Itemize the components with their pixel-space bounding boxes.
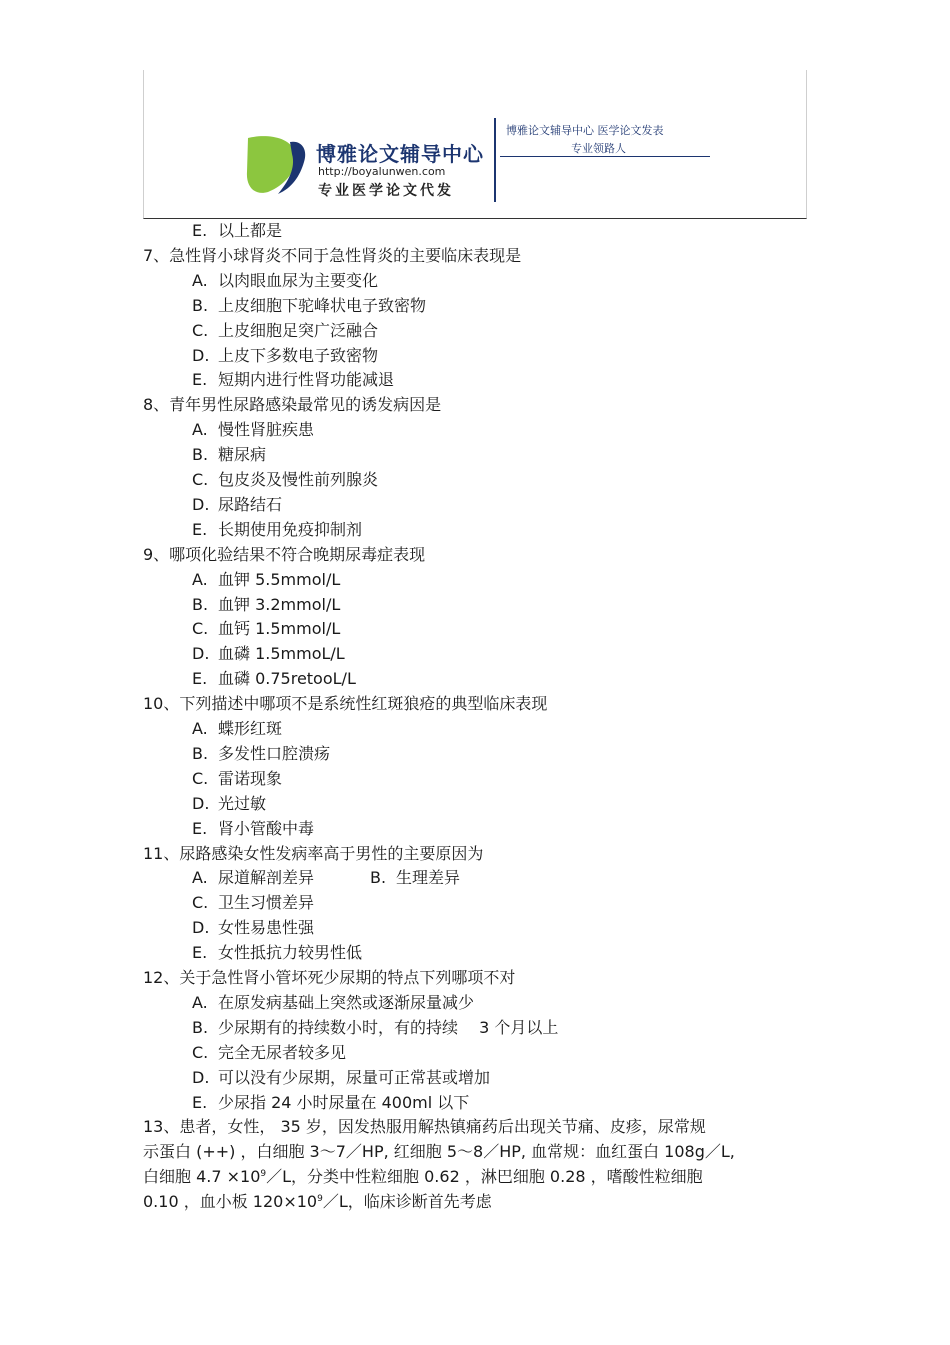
question-text: 0.10 ，血小板 120×10: [143, 1192, 318, 1212]
option-text: 上皮细胞下驼峰状电子致密物: [218, 295, 427, 315]
option-text: 慢性肾脏疾患: [218, 420, 315, 440]
option-text: 雷诺现象: [218, 768, 283, 788]
option-key: D.: [192, 345, 210, 365]
option-key: E.: [192, 669, 208, 689]
header-underline: [500, 156, 710, 157]
header-subtagline: 专业领路人: [571, 142, 626, 155]
answer-option: [192, 492, 282, 517]
option-key: B.: [192, 594, 209, 614]
question-text: 9、哪项化验结果不符合晚期尿毒症表现: [143, 544, 426, 564]
option-text: 多发性口腔溃疡: [218, 743, 331, 763]
logo-url: http://boyalunwen.com: [318, 165, 446, 178]
option-text: 可以没有少尿期，尿量可正常甚或增加: [218, 1067, 491, 1087]
option-text: 女性易患性强: [218, 918, 315, 938]
option-text: 尿路结石: [218, 494, 283, 514]
answer-option: [192, 467, 378, 492]
option-key: C.: [192, 470, 209, 489]
option-key: C.: [192, 320, 209, 340]
option-key: A.: [192, 868, 208, 888]
option-key: D.: [192, 494, 210, 514]
option-key: B.: [192, 445, 209, 465]
option-text: 在原发病基础上突然或逐渐尿量减少: [218, 992, 475, 1012]
option-key: A.: [192, 420, 208, 440]
option-key: B.: [192, 1017, 209, 1037]
option-text: 以肉眼血尿为主要变化: [218, 270, 379, 290]
option-text: 上皮细胞足突广泛融合: [218, 320, 379, 340]
question-stem: [143, 542, 425, 567]
option-text: 肾小管酸中毒: [218, 818, 315, 838]
answer-option: [192, 616, 340, 641]
option-text: 蝶形红斑: [218, 719, 283, 738]
option-key: D.: [192, 918, 210, 938]
question-text: 白细胞 4.7 ×10: [143, 1167, 261, 1187]
option-key: E.: [192, 370, 208, 390]
question-stem: [143, 965, 515, 990]
answer-option: [192, 666, 356, 691]
answer-option: [192, 218, 282, 243]
answer-option: [192, 417, 314, 442]
option-text: 血磷 0.75retooL/L: [218, 669, 356, 689]
answer-option: [192, 716, 282, 741]
superscript: 9: [260, 1169, 267, 1180]
option-text: 血钾 5.5mmol/L: [218, 569, 341, 589]
question-stem: [143, 841, 483, 866]
answer-option: [192, 1015, 558, 1040]
option-key: C.: [192, 1042, 209, 1062]
answer-option: [192, 940, 362, 965]
question-stem: [143, 1114, 706, 1139]
question-stem: [143, 691, 547, 716]
option-key: C.: [192, 893, 209, 913]
option-key: A.: [192, 270, 208, 290]
option-text: 短期内进行性肾功能减退: [218, 370, 395, 390]
option-key: A.: [192, 719, 208, 738]
option-key: C.: [192, 619, 209, 639]
answer-option: [192, 567, 340, 592]
option-text: 少尿期有的持续数小时，有的持续 3 个月以上: [218, 1017, 559, 1037]
answer-option: [192, 816, 314, 841]
option-text: 血钾 3.2mmol/L: [218, 594, 341, 614]
superscript: 9: [317, 1194, 323, 1205]
answer-option: [192, 592, 340, 617]
answer-option: [192, 1040, 346, 1065]
option-key: D.: [192, 644, 210, 664]
answer-option: [192, 791, 266, 816]
option-key: E.: [192, 221, 208, 240]
question-stem: [143, 392, 441, 417]
logo-leaf-icon: [244, 132, 314, 198]
answer-option: [192, 442, 266, 467]
logo-title: 博雅论文辅导中心: [316, 142, 484, 166]
option-text: 上皮下多数电子致密物: [218, 345, 379, 365]
question-text: 8、青年男性尿路感染最常见的诱发病因是: [143, 395, 442, 415]
option-key: B.: [370, 868, 387, 888]
option-key: B.: [192, 743, 209, 763]
question-text: ／L，临床诊断首先考虑: [322, 1192, 492, 1212]
answer-option: [192, 343, 378, 368]
question-stem: [143, 1139, 735, 1164]
option-text: 完全无尿者较多见: [218, 1042, 347, 1062]
option-text: 以上都是: [218, 221, 283, 240]
option-text: 血磷 1.5mmoL/L: [218, 644, 345, 664]
option-text: 女性抵抗力较男性低: [218, 943, 363, 963]
option-key: E.: [192, 943, 208, 963]
option-text: 生理差异: [396, 868, 461, 888]
option-text: 包皮炎及慢性前列腺炎: [218, 470, 379, 489]
question-stem: [143, 1189, 492, 1214]
option-text: 糖尿病: [218, 445, 267, 465]
question-text: 10、下列描述中哪项不是系统性红斑狼疮的典型临床表现: [143, 694, 548, 714]
answer-option: [192, 915, 314, 940]
answer-option: [192, 293, 426, 318]
question-text: 12、关于急性肾小管坏死少尿期的特点下列哪项不对: [143, 968, 516, 987]
answer-option: [192, 766, 282, 791]
option-key: A.: [192, 569, 208, 589]
answer-option: [192, 367, 394, 392]
question-text: 11、尿路感染女性发病率高于男性的主要原因为: [143, 843, 484, 863]
option-text: 长期使用免疫抑制剂: [218, 519, 363, 539]
option-key: D.: [192, 1067, 210, 1087]
option-key: D.: [192, 793, 210, 813]
option-key: E.: [192, 818, 208, 838]
option-key: E.: [192, 1092, 208, 1112]
option-key: B.: [192, 295, 209, 315]
page-header: [143, 70, 807, 219]
option-text: 血钙 1.5mmol/L: [218, 619, 341, 639]
answer-option: [192, 318, 378, 343]
question-text: 13、患者，女性， 35 岁，因发热服用解热镇痛药后出现关节痛、皮疹，尿常规: [143, 1117, 706, 1137]
answer-option: [192, 890, 314, 915]
logo-slogan: 专业医学论文代发: [318, 183, 454, 199]
question-stem: [143, 243, 521, 268]
answer-option: [192, 1065, 490, 1090]
option-text: 少尿指 24 小时尿量在 400ml 以下: [218, 1092, 470, 1112]
option-key: A.: [192, 992, 208, 1012]
answer-option: [192, 268, 378, 293]
option-text: 光过敏: [218, 793, 267, 813]
answer-option: [192, 990, 474, 1015]
option-key: C.: [192, 768, 209, 788]
question-stem: [143, 1164, 703, 1189]
answer-option: [192, 641, 345, 666]
option-text: 卫生习惯差异: [218, 893, 315, 913]
answer-option: [192, 1090, 469, 1115]
question-text: 7、急性肾小球肾炎不同于急性肾炎的主要临床表现是: [143, 245, 522, 265]
answer-option: [192, 865, 460, 890]
header-tagline: 博雅论文辅导中心 医学论文发表: [506, 124, 664, 137]
option-text: 尿道解剖差异: [218, 868, 315, 888]
question-text: 示蛋白 (++) ，白细胞 3～7／HP, 红细胞 5～8／HP, 血常规：血红蛋白 108g／L,: [143, 1142, 735, 1162]
answer-option: [192, 517, 362, 542]
question-text: ／L，分类中性粒细胞 0.62 ，淋巴细胞 0.28 ，嗜酸性粒细胞: [266, 1167, 703, 1187]
answer-option: [192, 741, 330, 766]
option-key: E.: [192, 519, 208, 539]
header-divider: [494, 118, 496, 202]
